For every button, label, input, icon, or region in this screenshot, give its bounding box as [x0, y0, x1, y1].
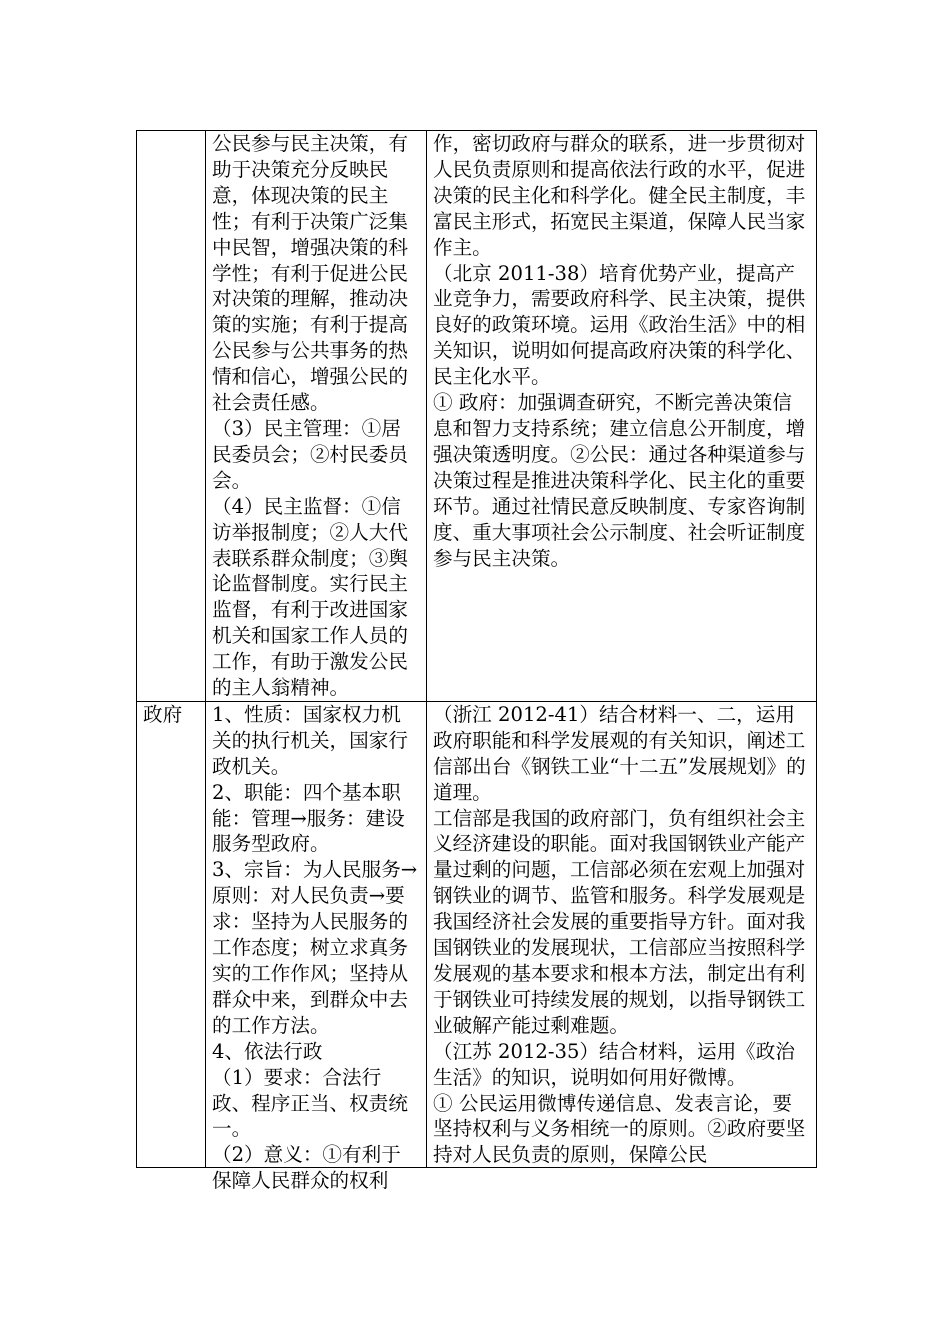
- question-paragraph: （江苏 2012-35）结合材料，运用《政治生活》的知识，说明如何用好微博。: [433, 1039, 795, 1089]
- knowledge-cell: [206, 131, 427, 702]
- table-row: [137, 131, 817, 702]
- paragraph: （4）民主监督：①信访举报制度；②人大代表联系群众制度；③舆论监督制度。实行民主监督，有利于改进国家机关和国家工作人员的工作，有助于激发公民的主人翁精神。: [212, 494, 408, 700]
- answer-paragraph: 工信部是我国的政府部门，负有组织社会主义经济建设的职能。面对我国钢铁业产能产量过剩的问题，工信部必须在宏观上加强对钢铁业的调节、监管和服务。科学发展观是我国经济社会发展的重要指导方针。面对我国钢铁业的发展现状，工信部应当按照科学发展观的基本要求和根本方法，制定出有利于钢铁业可持续发展的规划，以指导钢铁工业破解产能过剩难题。: [433, 806, 806, 1037]
- knowledge-table: [136, 130, 817, 1193]
- paragraph: 2、职能：四个基本职能：管理→服务：建设服务型政府。: [212, 780, 405, 856]
- paragraph: 4、依法行政: [212, 1039, 323, 1063]
- paragraph: （3）民主管理：①居民委员会；②村民委员会。: [212, 416, 408, 492]
- question-paragraph: （浙江 2012-41）结合材料一、二，运用政府职能和科学发展观的有关知识，阐述工信部出台《钢铁工业“十二五”发展规划》的道理。: [433, 702, 806, 804]
- answer-paragraph: ① 政府：加强调查研究，不断完善决策信息和智力支持系统；建立信息公开制度，增强决策透明度。②公民：通过各种渠道参与决策过程是推进决策科学化、民主化的重要环节。通过社情民意反映制度、专家咨询制度、重大事项社会公示制度、社会听证制度参与民主决策。: [433, 391, 806, 570]
- paragraph: 公民参与民主决策，有助于决策充分反映民意，体现决策的民主性；有利于决策广泛集中民智，增强决策的科学性；有利于促进公民对决策的理解，推动决策的实施；有利于提高公民参与公共事务的热情和信心，增强公民的社会责任感。: [212, 132, 408, 415]
- paragraph: 1、性质：国家权力机关的执行机关，国家行政机关。: [212, 702, 408, 778]
- row-label-cell: [137, 131, 206, 702]
- paragraph: 作，密切政府与群众的联系，进一步贯彻对人民负责原则和提高依法行政的水平，促进决策的民主化和科学化。健全民主制度，丰富民主形式，拓宽民主渠道，保障人民当家作主。: [433, 132, 806, 259]
- exam-question-cell: [427, 131, 817, 702]
- table-row: [137, 701, 817, 1167]
- exam-question-cell: [427, 701, 817, 1167]
- row-label-cell: 政府: [137, 701, 206, 1167]
- question-paragraph: （北京 2011-38）培育优势产业，提高产业竞争力，需要政府科学、民主决策，提供良好的政策环境。运用《政治生活》中的相关知识，说明如何提高政府决策的科学化、民主化水平。: [433, 261, 806, 389]
- paragraph: （1）要求：合法行政、程序正当、权责统一。: [212, 1065, 408, 1141]
- paragraph: 3、宗旨：为人民服务→原则：对人民负责→要求：坚持为人民服务的工作态度；树立求真务实的工作作风；坚持从群众中来，到群众中去的工作方法。: [212, 858, 418, 1037]
- knowledge-cell: [206, 701, 427, 1193]
- answer-paragraph: ① 公民运用微博传递信息、发表言论，要坚持权利与义务相统一的原则。②政府要坚持对人民负责的原则，保障公民: [433, 1091, 806, 1167]
- paragraph: （2）意义：①有利于保障人民群众的权利: [212, 1143, 401, 1193]
